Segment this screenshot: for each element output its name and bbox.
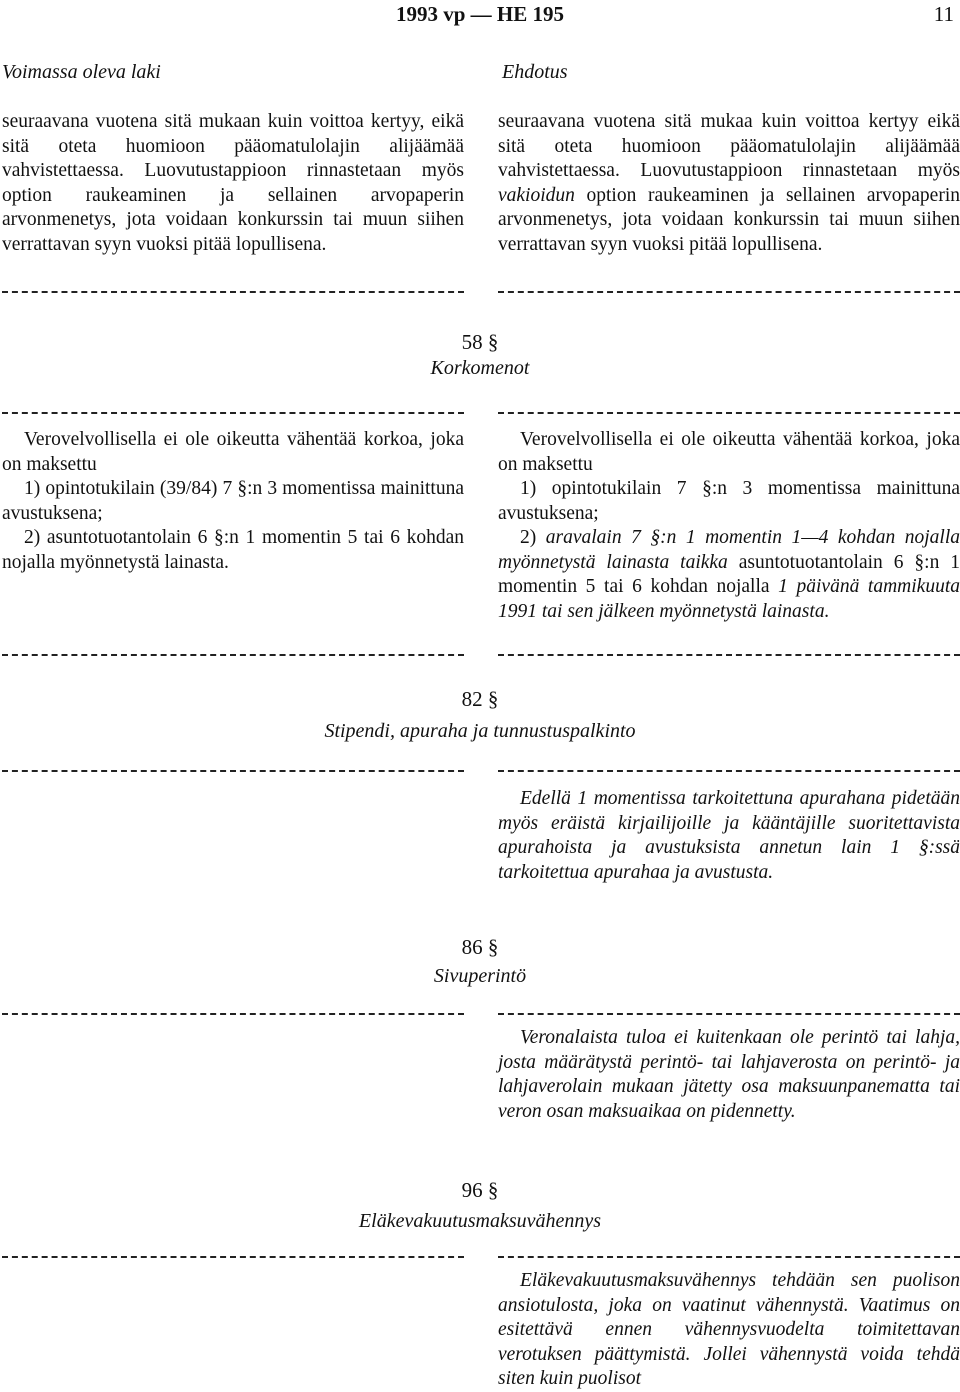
dash-separator (2, 412, 464, 414)
s58-left-p2: 1) opintotukilain (39/84) 7 §:n 3 momentissa mainittuna avustuksena; (2, 478, 464, 524)
intro-right-b: vakioidun (498, 184, 575, 206)
dash-separator (2, 1013, 464, 1015)
s58-right-p3b: aravalain 7 §:n 1 momentin 1—4 kohdan nojalla myönnetystä lainasta taikka (498, 527, 960, 573)
intro-right-paragraph (498, 110, 960, 257)
dash-separator (498, 291, 960, 293)
section-82-right (498, 787, 960, 885)
s82-right-p1: Edellä 1 momentissa tarkoitettuna apurahana pidetään myös eräistä kirjailijoille ja kääntäjille suoritettavista apurahoista ja avustuksista annetun lain 1 §:ssä tarkoitettua apurahaa ja avustusta. (498, 788, 960, 883)
dash-separator (2, 654, 464, 656)
dash-separator (498, 770, 960, 772)
s58-right-p3 (498, 526, 960, 624)
s58-right-p3c: asuntotuotantolain 6 §:n 1 momentin 5 tai 6 kohdan nojalla (498, 551, 960, 597)
section-58-number: 58 § (461, 330, 499, 354)
intro-left-text: seuraavana vuotena sitä mukaan kuin voittoa kertyy, eikä sitä oteta huomioon pääomatulolajin alijäämää vahvistettaessa. Luovutustappioon rinnastetaan myös option raukeaminen ja sellainen arvopaperin arvonmenetys, jota voidaan konkurssin tai muun siihen verrattavan syyn vuoksi pitää lopullisena. (2, 111, 464, 255)
page-header: 1993 vp — HE 195 (395, 2, 565, 26)
section-82-title: Stipendi, apuraha ja tunnustuspalkinto (324, 720, 636, 742)
section-58-right (498, 428, 960, 624)
intro-right-c: option raukeaminen ja sellainen arvopaperin arvonmenetys, jota voidaan konkurssin tai muun siihen verrattavan syyn vuoksi pitää lopullisena. (498, 184, 960, 255)
right-column-heading: Ehdotus (502, 61, 568, 83)
section-96-number: 96 § (461, 1178, 499, 1202)
dash-separator (498, 1013, 960, 1015)
s58-right-p3a: 2) (520, 527, 546, 548)
s58-right-p2: 1) opintotukilain 7 §:n 3 momentissa mainittuna avustuksena; (498, 478, 960, 524)
page-number: 11 (933, 2, 954, 26)
section-58-title: Korkomenot (430, 357, 530, 379)
section-96-right (498, 1269, 960, 1392)
s86-right-p1: Veronalaista tuloa ei kuitenkaan ole perintö tai lahja, josta määrätystä perintö- tai lahjaverosta on perintö- ja lahjaverolain mukaan jätetty osa maksuunpanematta tai veron osan maksuaikaa on pidennetty. (498, 1027, 960, 1122)
intro-left-paragraph (2, 110, 464, 257)
s58-left-p3: 2) asuntotuotantolain 6 §:n 1 momentin 5 tai 6 kohdan nojalla myönnetystä lainasta. (2, 527, 464, 573)
section-86-number: 86 § (461, 935, 499, 959)
intro-right-text (498, 110, 960, 257)
left-column-heading: Voimassa oleva laki (2, 61, 161, 83)
section-86-right (498, 1026, 960, 1124)
dash-separator (2, 770, 464, 772)
section-58-left (2, 428, 464, 575)
section-86-title: Sivuperintö (433, 965, 527, 987)
dash-separator (2, 291, 464, 293)
dash-separator (498, 1256, 960, 1258)
intro-right-a: seuraavana vuotena sitä mukaa kuin voittoa kertyy eikä sitä oteta huomioon pääomatulolajin alijäämää vahvistettaessa. Luovutustappioon rinnastetaan myös (498, 111, 960, 181)
section-82-number: 82 § (461, 687, 499, 711)
dash-separator (2, 1256, 464, 1258)
dash-separator (498, 654, 960, 656)
s58-right-p3d: 1 päivänä tammikuuta 1991 tai sen jälkeen myönnetystä lainasta. (498, 576, 960, 622)
s58-right-p1: Verovelvollisella ei ole oikeutta vähentää korkoa, joka on maksettu (498, 429, 960, 475)
dash-separator (498, 412, 960, 414)
s96-right-p1: Eläkevakuutusmaksuvähennys tehdään sen puolison ansiotulosta, joka on vaatinut vähennystä. Vaatimus on esitettävä ennen vähennysvuodelta toimitettavan verotuksen päättymistä. Jollei vähennystä voida tehdä siten kuin puolisot (498, 1270, 960, 1389)
section-96-title: Eläkevakuutusmaksuvähennys (358, 1210, 602, 1232)
s58-left-p1: Verovelvollisella ei ole oikeutta vähentää korkoa, joka on maksettu (2, 429, 464, 475)
